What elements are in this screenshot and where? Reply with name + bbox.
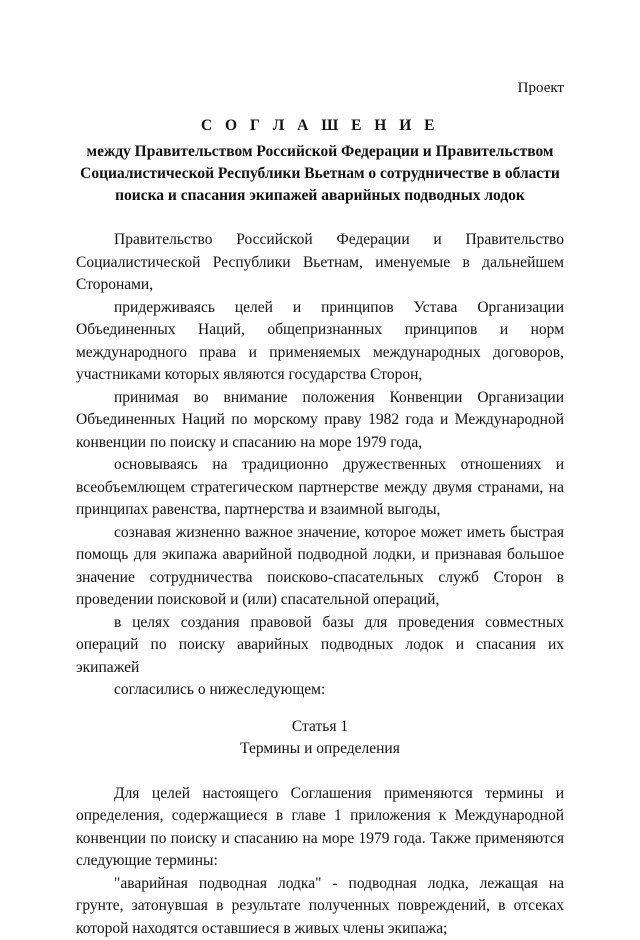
article-heading: Термины и определения (76, 738, 564, 761)
article-paragraph: "аварийная подводная лодка" - подводная лодка, лежащая на грунте, затонувшая в результате полученных повреждений, в отсеках которой находятся оставшиеся в живых члены экипажа; (76, 873, 564, 940)
draft-label: Проект (518, 78, 564, 98)
article-paragraph: Для целей настоящего Соглашения применяются термины и определения, содержащиеся в главе 1 приложения к Международной конвенции по поиску и спасанию на море 1979 года. Также применяются следующие термины: (76, 783, 564, 873)
preamble-paragraph: принимая во внимание положения Конвенции Организации Объединенных Наций по морскому праву 1982 года и Международной конвенции по поиску и спасанию на море 1979 года, (76, 387, 564, 455)
document-title: С О Г Л А Ш Е Н И Е (0, 115, 640, 137)
document-subtitle: между Правительством Российской Федерации и Правительством Социалистической Республики Вьетнам о сотрудничестве в области поиска и спасания экипажей аварийных подводных лодок (70, 141, 570, 207)
preamble-paragraph: сознавая жизненно важное значение, которое может иметь быстрая помощь для экипажа аварийной подводной лодки, и признавая большое значение сотрудничества поисково-спасательных служб Сторон в проведении поисковой и (или) спасательной операций, (76, 522, 564, 612)
preamble-paragraph: Правительство Российской Федерации и Правительство Социалистической Республики Вьетнам, именуемые в дальнейшем Сторонами, (76, 229, 564, 297)
document-body (76, 229, 564, 940)
preamble-paragraph: придерживаясь целей и принципов Устава Организации Объединенных Наций, общепризнанных принципов и норм международного права и применяемых международных договоров, участниками которых являются государства Сторон, (76, 297, 564, 387)
preamble-closing: согласились о нижеследующем: (76, 679, 564, 702)
preamble-paragraph: в целях создания правовой базы для проведения совместных операций по поиску аварийных подводных лодок и спасания их экипажей (76, 612, 564, 680)
article-number: Статья 1 (76, 716, 564, 739)
preamble-paragraph: основываясь на традиционно дружественных отношениях и всеобъемлющем стратегическом партнерстве между двумя странами, на принципах равенства, партнерства и взаимной выгоды, (76, 454, 564, 522)
